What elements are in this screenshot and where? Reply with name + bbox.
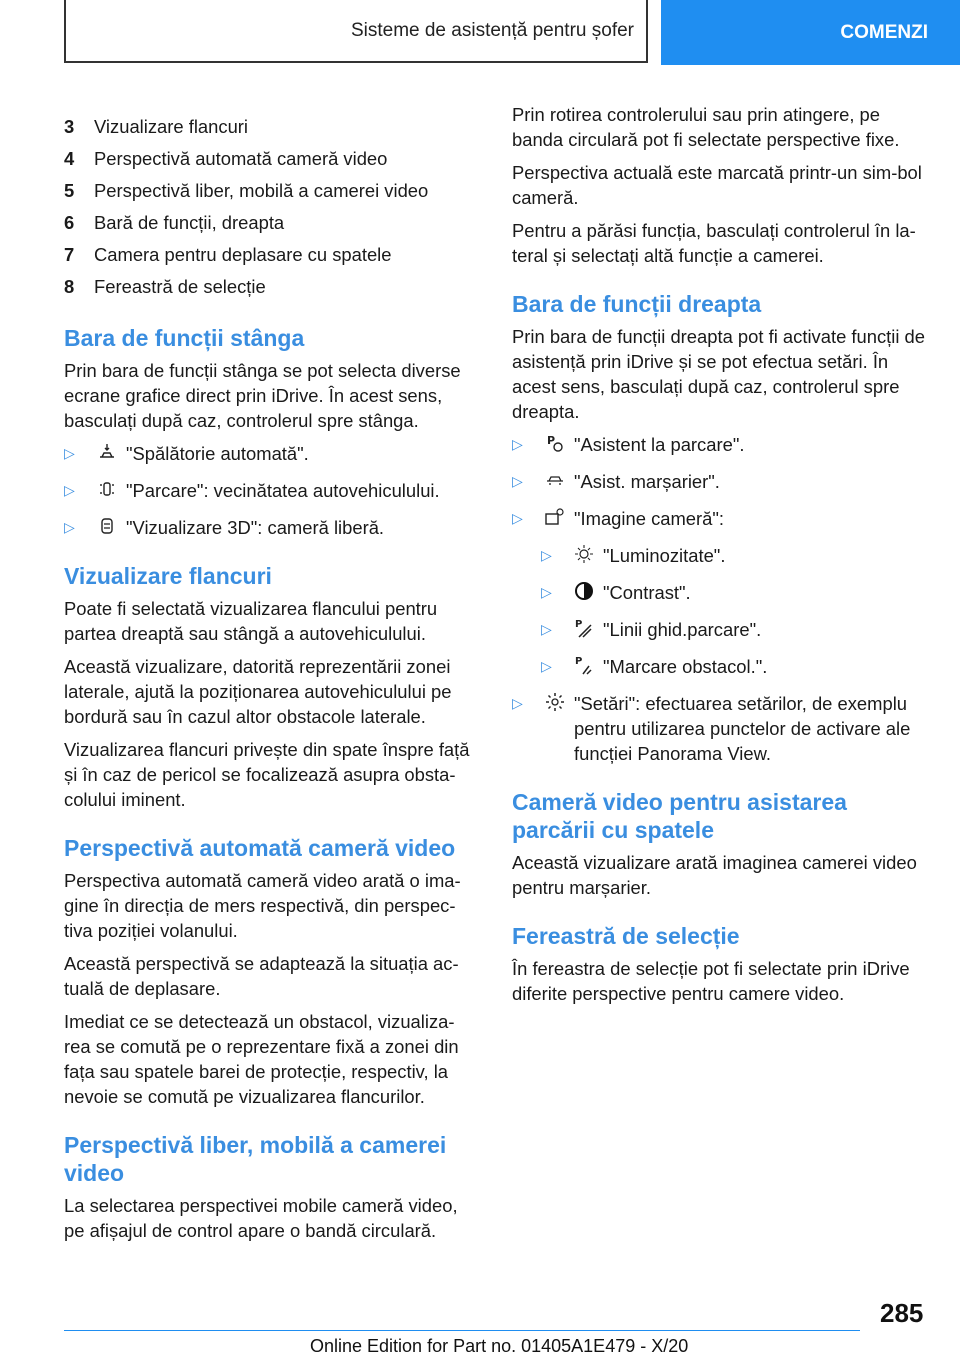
svg-text:P: P — [547, 434, 556, 447]
list-item — [541, 617, 928, 642]
list-item — [64, 441, 480, 466]
bullet-text: "Setări": efectuarea setărilor, de exemplu pentru utilizarea punctelor de activare ale funcției Panorama View. — [574, 693, 911, 764]
heading-bar-stanga: Bara de funcții stânga — [64, 325, 305, 351]
list-item — [512, 691, 928, 766]
paragraph: Perspectiva actuală este marcată printr-un sim-bol cameră. — [512, 162, 922, 208]
heading-selectie: Fereastră de selecție — [512, 923, 740, 949]
bullet-text: "Luminozitate". — [603, 545, 726, 566]
footer-edition: Online Edition for Part no. 01405A1E479 - X/20 — [310, 1336, 689, 1356]
header-section — [64, 0, 648, 63]
paragraph: La selectarea perspectivei mobile cameră video, pe afișajul de control apare o bandă circulară. — [64, 1195, 458, 1241]
legend-item — [64, 270, 480, 302]
triangle-bullet-icon: ▷ — [541, 547, 552, 563]
footer-divider — [64, 1330, 860, 1331]
svg-text:P: P — [575, 619, 583, 630]
bullet-text: "Asist. marșarier". — [574, 471, 720, 492]
bullet-list — [64, 441, 480, 540]
paragraph: Prin bara de funcții stânga se pot selecta diverse ecrane grafice direct prin iDrive. În acest sens, basculați după caz, controlerul spre stânga. — [64, 360, 461, 431]
bullet-text: "Spălătorie automată". — [126, 443, 309, 464]
triangle-bullet-icon: ▷ — [512, 510, 523, 526]
triangle-bullet-icon: ▷ — [64, 482, 75, 498]
triangle-bullet-icon: ▷ — [512, 473, 523, 489]
legend-num: 5 — [64, 179, 75, 201]
bullet-list — [512, 432, 928, 531]
paragraph: Perspectiva automată cameră video arată o ima-gine în direcția de mers respectivă, din perspec-tiva poziției volanului. — [64, 870, 461, 941]
sub-bullet-list — [541, 543, 928, 679]
triangle-bullet-icon: ▷ — [541, 621, 552, 637]
legend-item — [64, 174, 480, 206]
paragraph: Această vizualizare, datorită reprezentării zonei laterale, ajută la poziționarea autovehiculului pe bordură sau în cazul altor obstacole laterale. — [64, 656, 452, 727]
list-item — [512, 432, 928, 457]
list-item — [64, 515, 480, 540]
bullet-text: "Asistent la parcare". — [574, 434, 745, 455]
list-item — [541, 580, 928, 605]
legend-num: 6 — [64, 211, 75, 233]
left-column — [64, 110, 480, 1251]
paragraph: Această vizualizare arată imaginea camerei video pentru marșarier. — [512, 852, 917, 898]
legend-num: 3 — [64, 115, 75, 137]
guide-lines-icon — [573, 617, 595, 639]
right-column — [512, 102, 928, 1014]
bullet-text: "Marcare obstacol.". — [603, 656, 768, 677]
legend-text: Perspectivă automată cameră video — [94, 147, 388, 169]
legend-text: Vizualizare flancuri — [94, 115, 249, 137]
legend-item — [64, 238, 480, 270]
legend-item — [64, 142, 480, 174]
legend-text: Bară de funcții, dreapta — [94, 211, 285, 233]
legend-text: Camera pentru deplasare cu spatele — [94, 243, 392, 265]
legend-list — [64, 110, 480, 302]
heading-flancuri: Vizualizare flancuri — [64, 563, 272, 589]
section-title: Sisteme de asistență pentru șofer — [350, 19, 634, 41]
heading-auto: Perspectivă automată cameră video — [64, 835, 456, 861]
bullet-text: "Imagine cameră": — [574, 508, 725, 529]
paragraph: Poate fi selectată vizualizarea flancului pentru partea dreaptă sau stângă a autovehiculului. — [64, 598, 438, 644]
paragraph: Această perspectivă se adaptează la situația ac-tuală de deplasare. — [64, 953, 459, 999]
paragraph: Imediat ce se detectează un obstacol, vizualiza-rea se comută pe o reprezentare fixă a zonei din fața sau spatele barei de protecție, respectiv, la nevoie se comută pe vizualizarea flancurilor. — [64, 1011, 459, 1107]
triangle-bullet-icon: ▷ — [512, 436, 523, 452]
bullet-list — [512, 691, 928, 766]
legend-text: Perspectivă liber, mobilă a camerei video — [94, 179, 429, 201]
bullet-text: "Parcare": vecinătatea autovehiculului. — [126, 480, 440, 501]
triangle-bullet-icon: ▷ — [541, 658, 552, 674]
paragraph: Pentru a părăsi funcția, basculați controlerul în la-teral și selectați altă funcție a camerei. — [512, 220, 916, 266]
legend-num: 4 — [64, 147, 75, 169]
triangle-bullet-icon: ▷ — [512, 695, 523, 711]
parking-assistant-icon — [544, 432, 566, 454]
camera-image-icon — [544, 506, 566, 528]
page-number: 285 — [880, 1298, 924, 1328]
legend-item — [64, 206, 480, 238]
list-item — [541, 654, 928, 679]
car-wash-icon — [96, 441, 118, 463]
legend-num: 7 — [64, 243, 75, 265]
triangle-bullet-icon: ▷ — [64, 445, 75, 461]
reverse-assistant-icon — [544, 469, 566, 491]
triangle-bullet-icon: ▷ — [541, 584, 552, 600]
heading-dreapta: Bara de funcții dreapta — [512, 291, 762, 317]
contrast-icon — [573, 580, 595, 602]
list-item — [512, 506, 928, 531]
header-tab[interactable] — [661, 0, 960, 65]
bullet-text: "Linii ghid.parcare". — [603, 619, 762, 640]
car-3d-icon — [96, 515, 118, 537]
tab-label: COMENZI — [840, 21, 928, 43]
bullet-text: "Vizualizare 3D": cameră liberă. — [126, 517, 385, 538]
heading-spate: Cameră video pentru asistarea parcării cu spatele — [512, 789, 847, 843]
paragraph: În fereastra de selecție pot fi selectate prin iDrive diferite perspective pentru camere video. — [512, 958, 910, 1004]
legend-text: Fereastră de selecție — [94, 275, 266, 297]
triangle-bullet-icon: ▷ — [64, 519, 75, 535]
parking-sensor-icon — [96, 478, 118, 500]
brightness-icon — [573, 543, 595, 565]
list-item — [64, 478, 480, 503]
heading-liber: Perspectivă liber, mobilă a camerei video — [64, 1132, 447, 1186]
paragraph: Prin rotirea controlerului sau prin atingere, pe banda circulară pot fi selectate perspective fixe. — [512, 104, 900, 150]
obstacle-marking-icon — [573, 654, 595, 676]
paragraph: Prin bara de funcții dreapta pot fi activate funcții de asistență prin iDrive și se pot efectua setări. În acest sens, basculați după caz, controlerul spre dreapta. — [512, 326, 926, 422]
list-item — [541, 543, 928, 568]
bullet-text: "Contrast". — [603, 582, 691, 603]
gear-icon — [544, 691, 566, 713]
paragraph: Vizualizarea flancuri privește din spate înspre față și în caz de pericol se focalizează asupra obsta-colului iminent. — [64, 739, 470, 810]
legend-num: 8 — [64, 275, 75, 297]
svg-text:P: P — [575, 656, 583, 667]
list-item — [512, 469, 928, 494]
legend-item — [64, 110, 480, 142]
